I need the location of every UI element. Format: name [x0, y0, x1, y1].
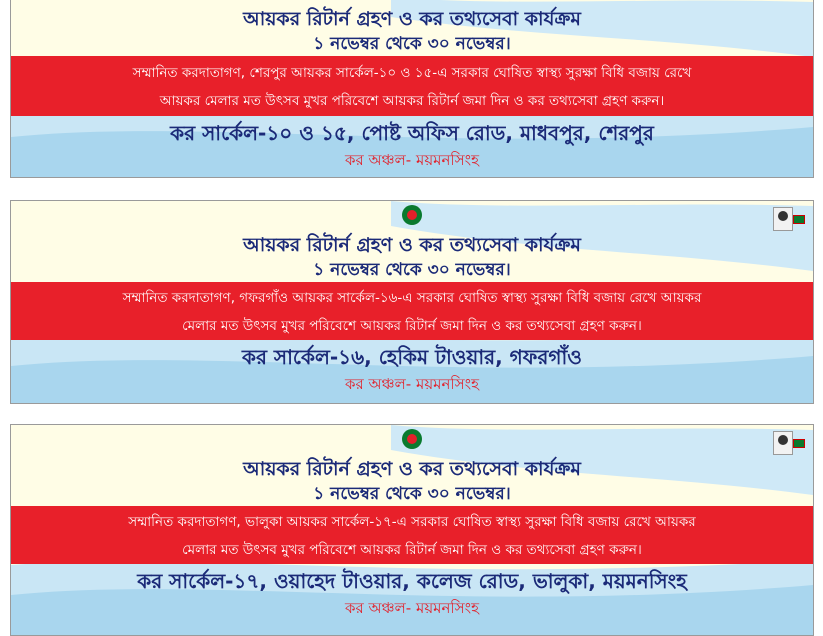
- office-address: কর সার্কেল-১৭, ওয়াহেদ টাওয়ার, কলেজ রোড, ভালুকা, ময়মনসিংহ: [137, 569, 687, 593]
- banner-date-range: ১ নভেম্বর থেকে ৩০ নভেম্বর।: [313, 260, 511, 280]
- banner-circle-17: [10, 424, 814, 636]
- notice-bar: [11, 56, 813, 116]
- banner-title: আয়কর রিটার্ন গ্রহণ ও কর তথ্যসেবা কার্যক্রম: [243, 8, 581, 30]
- tax-zone: কর অঞ্চল- ময়মনসিংহ: [345, 375, 479, 393]
- banner-circle-16: [10, 200, 814, 404]
- bangladesh-emblem-icon: [402, 205, 422, 225]
- tax-zone: কর অঞ্চল- ময়মনসিংহ: [345, 599, 479, 617]
- banner-circle-10-15: [10, 0, 814, 178]
- banner-title: আয়কর রিটার্ন গ্রহণ ও কর তথ্যসেবা কার্যক্রম: [243, 458, 581, 480]
- portrait-icon: [771, 205, 807, 231]
- office-address: কর সার্কেল-১০ ও ১৫, পোষ্ট অফিস রোড, মাধবপুর, শেরপুর: [170, 121, 654, 145]
- notice-line-1: সম্মানিত করদাতাগণ, গফরগাঁও আয়কর সার্কেল-১৬-এ সরকার ঘোষিত স্বাস্থ্য সুরক্ষা বিধি বজায় রেখে আয়কর: [122, 290, 702, 306]
- banner-date-range: ১ নভেম্বর থেকে ৩০ নভেম্বর।: [313, 34, 511, 54]
- notice-line-1: সম্মানিত করদাতাগণ, শেরপুর আয়কর সার্কেল-১০ ও ১৫-এ সরকার ঘোষিত স্বাস্থ্য সুরক্ষা বিধি বজায় রেখে: [132, 65, 692, 81]
- portrait-icon: [771, 429, 807, 455]
- banner-date-range: ১ নভেম্বর থেকে ৩০ নভেম্বর।: [313, 484, 511, 504]
- notice-line-2: মেলার মত উৎসব মুখর পরিবেশে আয়কর রিটার্ন জমা দিন ও কর তথ্যসেবা গ্রহণ করুন।: [182, 542, 642, 558]
- notice-line-1: সম্মানিত করদাতাগণ, ভালুকা আয়কর সার্কেল-১৭-এ সরকার ঘোষিত স্বাস্থ্য সুরক্ষা বিধি বজায় রেখে আয়কর: [128, 514, 696, 530]
- notice-bar: [11, 282, 813, 340]
- notice-line-2: মেলার মত উৎসব মুখর পরিবেশে আয়কর রিটার্ন জমা দিন ও কর তথ্যসেবা গ্রহণ করুন।: [182, 318, 642, 334]
- bangladesh-emblem-icon: [402, 429, 422, 449]
- banner-title: আয়কর রিটার্ন গ্রহণ ও কর তথ্যসেবা কার্যক্রম: [243, 234, 581, 256]
- tax-zone: কর অঞ্চল- ময়মনসিংহ: [345, 151, 479, 169]
- office-address: কর সার্কেল-১৬, হেকিম টাওয়ার, গফরগাঁও: [241, 345, 583, 369]
- notice-line-2: আয়কর মেলার মত উৎসব মুখর পরিবেশে আয়কর রিটার্ন জমা দিন ও কর তথ্যসেবা গ্রহণ করুন।: [159, 93, 665, 109]
- notice-bar: [11, 506, 813, 564]
